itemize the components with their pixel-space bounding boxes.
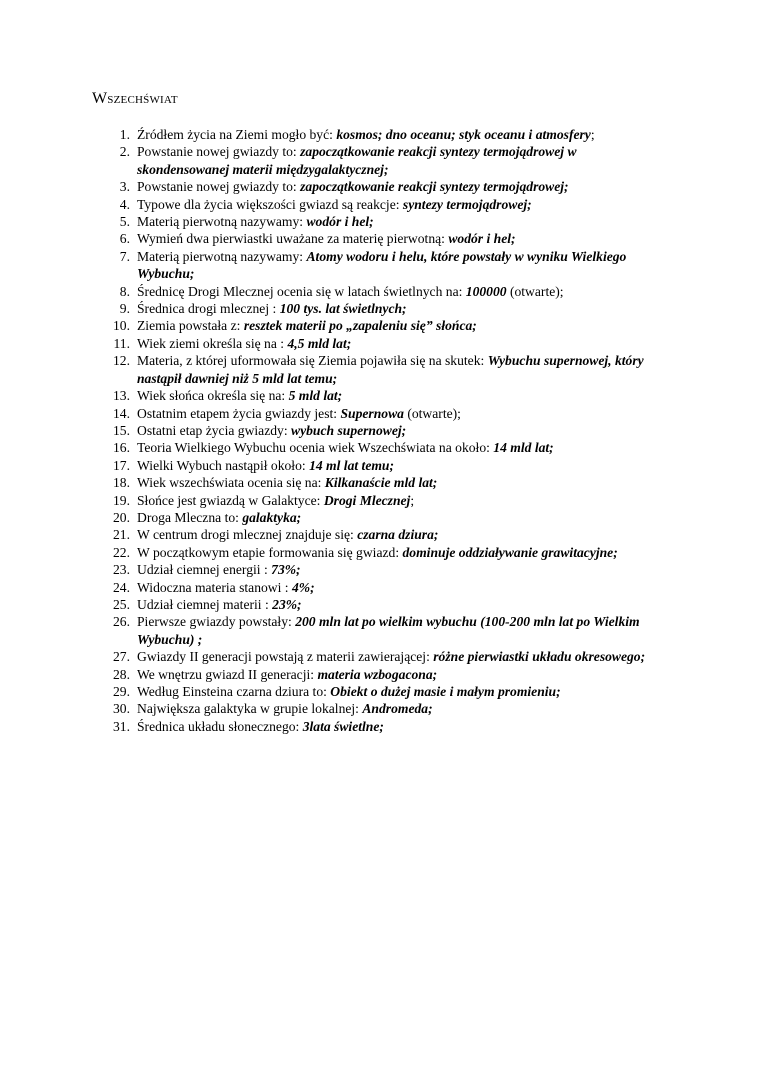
item-question: Powstanie nowej gwiazdy to: (137, 179, 301, 195)
list-item (108, 352, 648, 387)
item-tail: ; (590, 127, 595, 142)
item-number: 6. (119, 231, 130, 247)
item-question: Udział ciemnej energii : (137, 562, 272, 578)
item-number: 3. (119, 179, 130, 195)
item-question: Typowe dla życia większości gwiazd są reakcje: (137, 196, 403, 212)
item-number: 19. (113, 492, 130, 508)
item-number: 10. (113, 318, 130, 334)
item-number: 9. (119, 301, 130, 317)
item-question: Średnica drogi mlecznej : (137, 301, 280, 317)
item-number: 4. (119, 196, 130, 212)
item-number: 21. (113, 527, 130, 543)
item-question: Ostatnim etapem życia gwiazdy jest: (137, 405, 341, 421)
item-answer: 100000 (465, 283, 507, 299)
item-answer: dominuje oddziaływanie grawitacyjne; (402, 544, 618, 560)
item-question: Ziemia powstała z: (137, 318, 244, 334)
item-question: Pierwsze gwiazdy powstały: (137, 614, 296, 630)
item-tail: ; (410, 492, 415, 508)
item-question: Materia, z której uformowała się Ziemia pojawiła się na skutek: (137, 353, 488, 369)
list-item (108, 283, 648, 300)
item-number: 17. (113, 457, 130, 473)
item-number: 31. (113, 718, 130, 734)
item-question: Wiek ziemi określa się na : (137, 335, 288, 351)
list-item (108, 335, 648, 352)
item-question: We wnętrzu gwiazd II generacji: (137, 666, 318, 682)
item-number: 25. (113, 596, 130, 612)
item-answer: wybuch supernowej; (291, 422, 407, 438)
item-number: 11. (113, 335, 130, 351)
item-answer: 4%; (291, 579, 315, 595)
item-answer: wodór i hel; (306, 214, 374, 230)
item-answer: różne pierwiastki układu okresowego; (433, 649, 646, 665)
item-number: 29. (113, 684, 130, 699)
item-answer: kosmos; dno oceanu; styk oceanu i atmosfery (336, 127, 591, 142)
item-number: 23. (113, 562, 130, 578)
item-answer: 14 ml lat temu; (309, 457, 395, 473)
item-answer: Obiekt o dużej masie i małym promieniu; (330, 684, 561, 699)
item-question: Największa galaktyka w grupie lokalnej: (137, 701, 363, 717)
item-number: 13. (113, 388, 130, 404)
item-number: 24. (113, 579, 130, 595)
page-title: Wszechświat (92, 90, 178, 107)
item-number: 20. (113, 509, 130, 525)
item-answer: wodór i hel; (448, 231, 516, 247)
list-item (108, 230, 648, 247)
item-question: Widoczna materia stanowi : (137, 579, 292, 595)
item-number: 5. (119, 214, 130, 230)
list-item (108, 700, 648, 717)
list-item (108, 683, 648, 700)
question-list (108, 126, 648, 735)
item-answer: czarna dziura; (357, 527, 439, 543)
list-item (108, 143, 648, 178)
item-answer: 5 mld lat; (288, 388, 343, 404)
item-question: Gwiazdy II generacji powstają z materii zawierającej: (137, 649, 434, 665)
list-item (108, 317, 648, 334)
item-question: Według Einsteina czarna dziura to: (137, 684, 331, 699)
item-number: 30. (113, 701, 130, 717)
item-number: 14. (113, 405, 130, 421)
item-number: 18. (113, 475, 130, 491)
list-item (108, 718, 648, 735)
item-answer: Andromeda; (362, 701, 433, 717)
item-number: 12. (113, 353, 130, 369)
item-answer: 200 mln lat po wielkim wybuchu (100-200 mln lat po Wielkim Wybuchu) ; (137, 614, 640, 647)
list-item (108, 492, 648, 509)
list-item (108, 666, 648, 683)
item-question: Materią pierwotną nazywamy: (137, 214, 307, 230)
item-number: 7. (119, 248, 130, 264)
list-item (108, 439, 648, 456)
item-answer: Drogi Mlecznej (323, 492, 411, 508)
item-answer: 100 tys. lat świetlnych; (279, 301, 407, 317)
list-item (108, 561, 648, 578)
item-answer: 14 mld lat; (493, 440, 554, 456)
list-item (108, 300, 648, 317)
item-number: 26. (113, 614, 130, 630)
item-answer: Kilkanaście mld lat; (324, 475, 438, 491)
item-question: Powstanie nowej gwiazdy to: (137, 144, 301, 160)
item-number: 28. (113, 666, 130, 682)
list-item (108, 213, 648, 230)
item-answer: Supernowa (340, 405, 404, 421)
list-item (108, 422, 648, 439)
list-item (108, 648, 648, 665)
item-question: Wielki Wybuch nastąpił około: (137, 457, 310, 473)
list-item (108, 474, 648, 491)
item-question: W centrum drogi mlecznej znajduje się: (137, 527, 358, 543)
item-tail: (otwarte); (403, 405, 461, 421)
item-question: Droga Mleczna to: (137, 509, 243, 525)
item-question: Materią pierwotną nazywamy: (137, 248, 307, 264)
item-answer: 4,5 mld lat; (287, 335, 352, 351)
item-number: 15. (113, 422, 130, 438)
item-answer: resztek materii po „zapaleniu się” słońca; (243, 318, 477, 334)
item-number: 27. (113, 649, 130, 665)
item-answer: zapoczątkowanie reakcji syntezy termojądrowej; (300, 179, 569, 195)
list-item (108, 613, 648, 648)
list-item (108, 178, 648, 195)
item-number: 8. (119, 283, 130, 299)
list-item (108, 596, 648, 613)
item-question: Średnica układu słonecznego: (137, 718, 303, 734)
item-number: 16. (113, 440, 130, 456)
item-question: Udział ciemnej materii : (137, 596, 273, 612)
item-answer: Atomy wodoru i helu, które powstały w wyniku Wielkiego Wybuchu; (137, 248, 627, 282)
item-answer: galaktyka; (242, 509, 302, 525)
item-question: Źródłem życia na Ziemi mogło być: (137, 127, 337, 142)
item-answer: Wybuchu supernowej, który nastąpił dawniej niż 5 mld lat temu; (137, 353, 644, 386)
list-item (108, 387, 648, 404)
item-question: Wiek słońca określa się na: (137, 388, 289, 404)
item-question: W początkowym etapie formowania się gwiazd: (137, 544, 403, 560)
list-item (108, 579, 648, 596)
item-tail: (otwarte); (506, 283, 564, 299)
item-question: Słońce jest gwiazdą w Galaktyce: (137, 492, 324, 508)
item-answer: syntezy termojądrowej; (402, 196, 532, 212)
item-question: Wiek wszechświata ocenia się na: (137, 475, 325, 491)
item-question: Teoria Wielkiego Wybuchu ocenia wiek Wszechświata na około: (137, 440, 494, 456)
item-answer: zapoczątkowanie reakcji syntezy termojądrowej w skondensowanej materii międzygalaktycznej; (137, 144, 577, 177)
list-item (108, 526, 648, 543)
list-item (108, 457, 648, 474)
item-question: Średnicę Drogi Mlecznej ocenia się w latach świetlnych na: (137, 283, 466, 299)
item-question: Ostatni etap życia gwiazdy: (137, 422, 292, 438)
list-item (108, 126, 648, 143)
item-answer: materia wzbogacona; (317, 666, 438, 682)
item-number: 2. (119, 144, 130, 160)
item-question: Wymień dwa pierwiastki uważane za materię pierwotną: (137, 231, 449, 247)
item-number: 1. (119, 127, 130, 142)
item-number: 22. (113, 544, 130, 560)
item-answer: 23%; (272, 596, 302, 612)
list-item (108, 544, 648, 561)
list-item (108, 405, 648, 422)
item-answer: 73%; (271, 562, 301, 578)
list-item (108, 248, 648, 283)
list-item (108, 196, 648, 213)
item-answer: 3lata świetlne; (302, 718, 384, 734)
list-item (108, 509, 648, 526)
